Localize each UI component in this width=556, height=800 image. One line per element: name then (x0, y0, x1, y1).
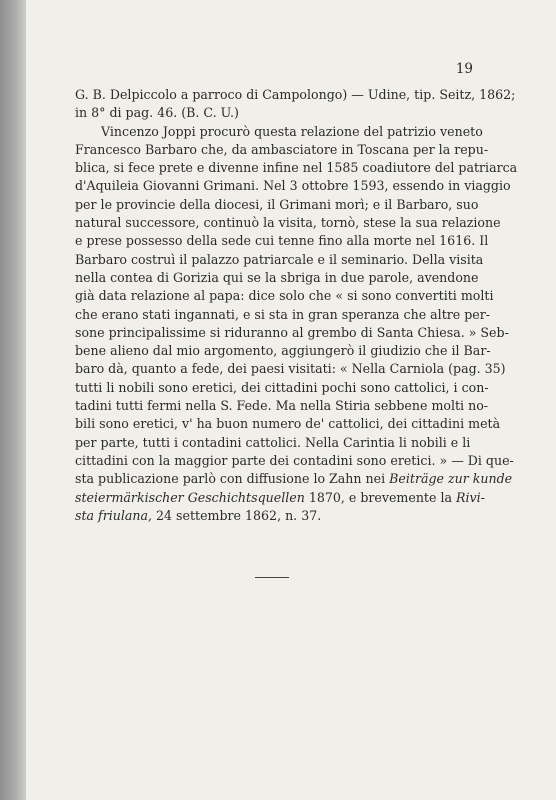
citation-line-1: G. B. Delpiccolo a parroco di Campolongo) — Udine, tip. Seitz, 1862; (75, 87, 516, 102)
body-line-19: cittadini con la maggior parte dei contadini sono eretici. » — Di que- (75, 452, 514, 468)
body-line-21-text: 1870, e brevemente la (304, 489, 456, 505)
body-line-4: d'Aquileia Giovanni Grimani. Nel 3 ottobre 1593, essendo in viaggio (75, 178, 511, 194)
body-line-13: bene alieno dal mio argomento, aggiungerò il giudizio che il Bar- (75, 343, 491, 359)
body-line-18: per parte, tutti i contadini cattolici. Nella Carintia li nobili e li (75, 434, 471, 450)
italic-title-geschichtsquellen: steiermärkischer Geschichtsquellen (75, 489, 305, 505)
body-line-7: e prese possesso della sede cui tenne fino alla morte nel 1616. Il (75, 233, 489, 249)
body-line-22-text: 24 settembre 1862, n. 37. (152, 507, 322, 523)
body-line-22 (75, 507, 469, 525)
body-line-16: tadini tutti fermi nella S. Fede. Ma nella Stiria sebbene molti no- (75, 398, 489, 414)
body-line-11: che erano stati ingannati, e si sta in gran speranza che altre per- (75, 306, 491, 322)
body-line-14: baro dà, quanto a fede, dei paesi visitati: « Nella Carniola (pag. 35) (75, 361, 506, 377)
body-line-10: già data relazione al papa: dice solo che « si sono convertiti molti (75, 288, 494, 304)
body-line-21 (75, 489, 485, 507)
italic-title-beitrage: Beiträge zur kunde (389, 471, 513, 487)
book-binding-edge (0, 0, 26, 800)
body-line-20-text: sta publicazione parlò con diffusione lo Zahn nei (75, 471, 386, 487)
body-line-20 (75, 470, 513, 488)
body-line-1: Vincenzo Joppi procurò questa relazione del patrizio veneto (101, 123, 483, 139)
body-line-6: natural successore, continuò la visita, tornò, stese la sua relazione (75, 215, 501, 231)
body-line-5: per le provincie della diocesi, il Grimani morì; e il Barbaro, suo (75, 196, 479, 212)
body-line-17: bili sono eretici, v' ha buon numero de' cattolici, dei cittadini metà (75, 416, 501, 432)
main-text (75, 86, 518, 525)
body-line-8: Barbaro costruì il palazzo patriarcale e il seminario. Della visita (75, 251, 484, 267)
end-rule-divider (255, 577, 289, 578)
body-line-12: sone principalissime si riduranno al grembo di Santa Chiesa. » Seb- (75, 324, 509, 340)
italic-title-rivista-b: sta friulana, (75, 507, 153, 523)
body-line-15: tutti li nobili sono eretici, dei cittadini pochi sono cattolici, i con- (75, 379, 489, 395)
citation-line-2: in 8° di pag. 46. (B. C. U.) (75, 105, 239, 121)
body-line-3: blica, si fece prete e divenne infine nel 1585 coadiutore del patriarca (75, 160, 518, 176)
page-number: 19 (455, 61, 473, 77)
body-line-9: nella contea di Gorizia qui se la sbriga in due parole, avendone (75, 269, 479, 285)
italic-title-rivista-a: Rivi- (456, 489, 485, 505)
body-line-2: Francesco Barbaro che, da ambasciatore in Toscana per la repu- (75, 141, 489, 157)
